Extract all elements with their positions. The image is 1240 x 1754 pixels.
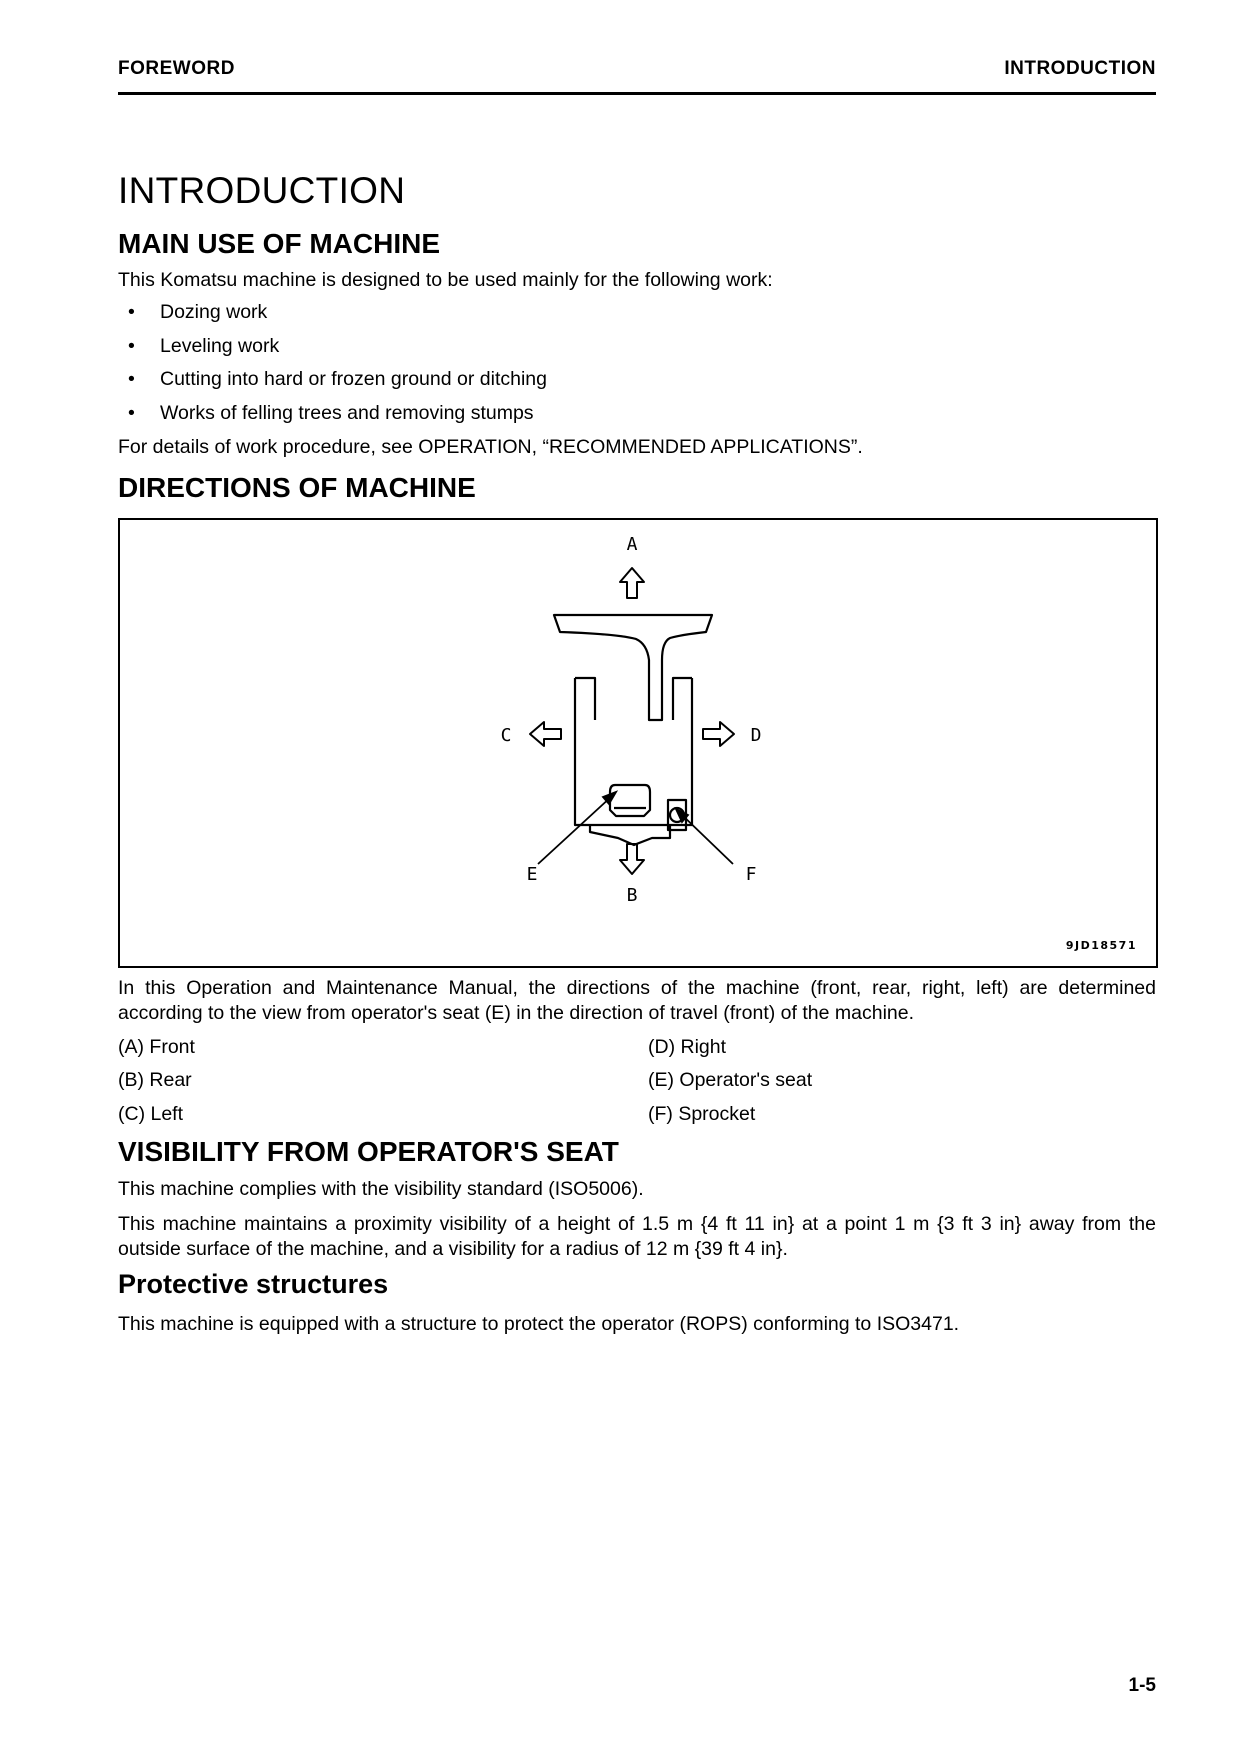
work-procedure-reference: For details of work procedure, see OPERATION, “RECOMMENDED APPLICATIONS”.	[118, 436, 863, 458]
page-title: INTRODUCTION	[118, 170, 406, 211]
legend-item: (E) Operator's seat	[648, 1069, 813, 1091]
chapter-name: INTRODUCTION	[1004, 58, 1156, 79]
bullet-icon: •	[128, 301, 135, 323]
visibility-detail-text: This machine maintains a proximity visibility of a height of 1.5 m {4 ft 11 in} at a point 1 m {3 ft 3 in} away from the outside surface of the machine, and a visibility for a radius of 12 m {39 ft 4 in}.	[118, 1213, 1156, 1260]
bullet-icon: •	[128, 401, 135, 424]
list-item-text: Dozing work	[160, 301, 268, 323]
operator-seat-label: E	[526, 864, 538, 885]
legend-item: (B) Rear	[118, 1069, 192, 1091]
section-name: FOREWORD	[118, 58, 235, 79]
page-number: 1-5	[1128, 1675, 1156, 1696]
legend-item: (A) Front	[118, 1036, 195, 1058]
right-label: D	[750, 725, 762, 746]
directions-description: In this Operation and Maintenance Manual, the directions of the machine (front, rear, right, left) are determined according to the view from operator's seat (E) in the direction of travel (front) of the machine.	[118, 977, 1156, 1024]
directions-heading: DIRECTIONS OF MACHINE	[118, 472, 476, 503]
sprocket-label: F	[745, 864, 757, 885]
machine-outline	[554, 615, 712, 845]
right-arrow	[703, 722, 734, 746]
rear-arrow	[620, 844, 644, 874]
machine-directions-diagram	[120, 520, 1156, 966]
front-arrow	[620, 568, 644, 598]
machine-directions-figure	[118, 518, 1158, 968]
running-header	[118, 56, 1156, 95]
bullet-icon: •	[128, 334, 135, 357]
main-use-intro: This Komatsu machine is designed to be used mainly for the following work:	[118, 269, 773, 291]
manual-page	[118, 0, 1156, 1754]
list-item-text: Cutting into hard or frozen ground or ditching	[160, 368, 547, 390]
list-item-text: Leveling work	[160, 334, 280, 357]
protective-structures-heading: Protective structures	[118, 1269, 389, 1299]
figure-code: 9JD18571	[1065, 939, 1137, 952]
front-label: A	[626, 534, 638, 555]
legend-item: (D) Right	[648, 1036, 727, 1058]
left-label: C	[500, 725, 512, 746]
main-use-heading: MAIN USE OF MACHINE	[118, 228, 440, 259]
legend-item: (F) Sprocket	[648, 1103, 756, 1125]
legend-item: (C) Left	[118, 1103, 184, 1125]
list-item-text: Works of felling trees and removing stumps	[160, 401, 534, 424]
visibility-heading: VISIBILITY FROM OPERATOR'S SEAT	[118, 1136, 619, 1167]
rear-label: B	[626, 885, 638, 906]
bullet-icon: •	[128, 368, 135, 390]
left-arrow	[530, 722, 561, 746]
protective-structures-text: This machine is equipped with a structure to protect the operator (ROPS) conforming to ISO3471.	[118, 1313, 960, 1335]
visibility-standard-text: This machine complies with the visibility standard (ISO5006).	[118, 1178, 644, 1200]
